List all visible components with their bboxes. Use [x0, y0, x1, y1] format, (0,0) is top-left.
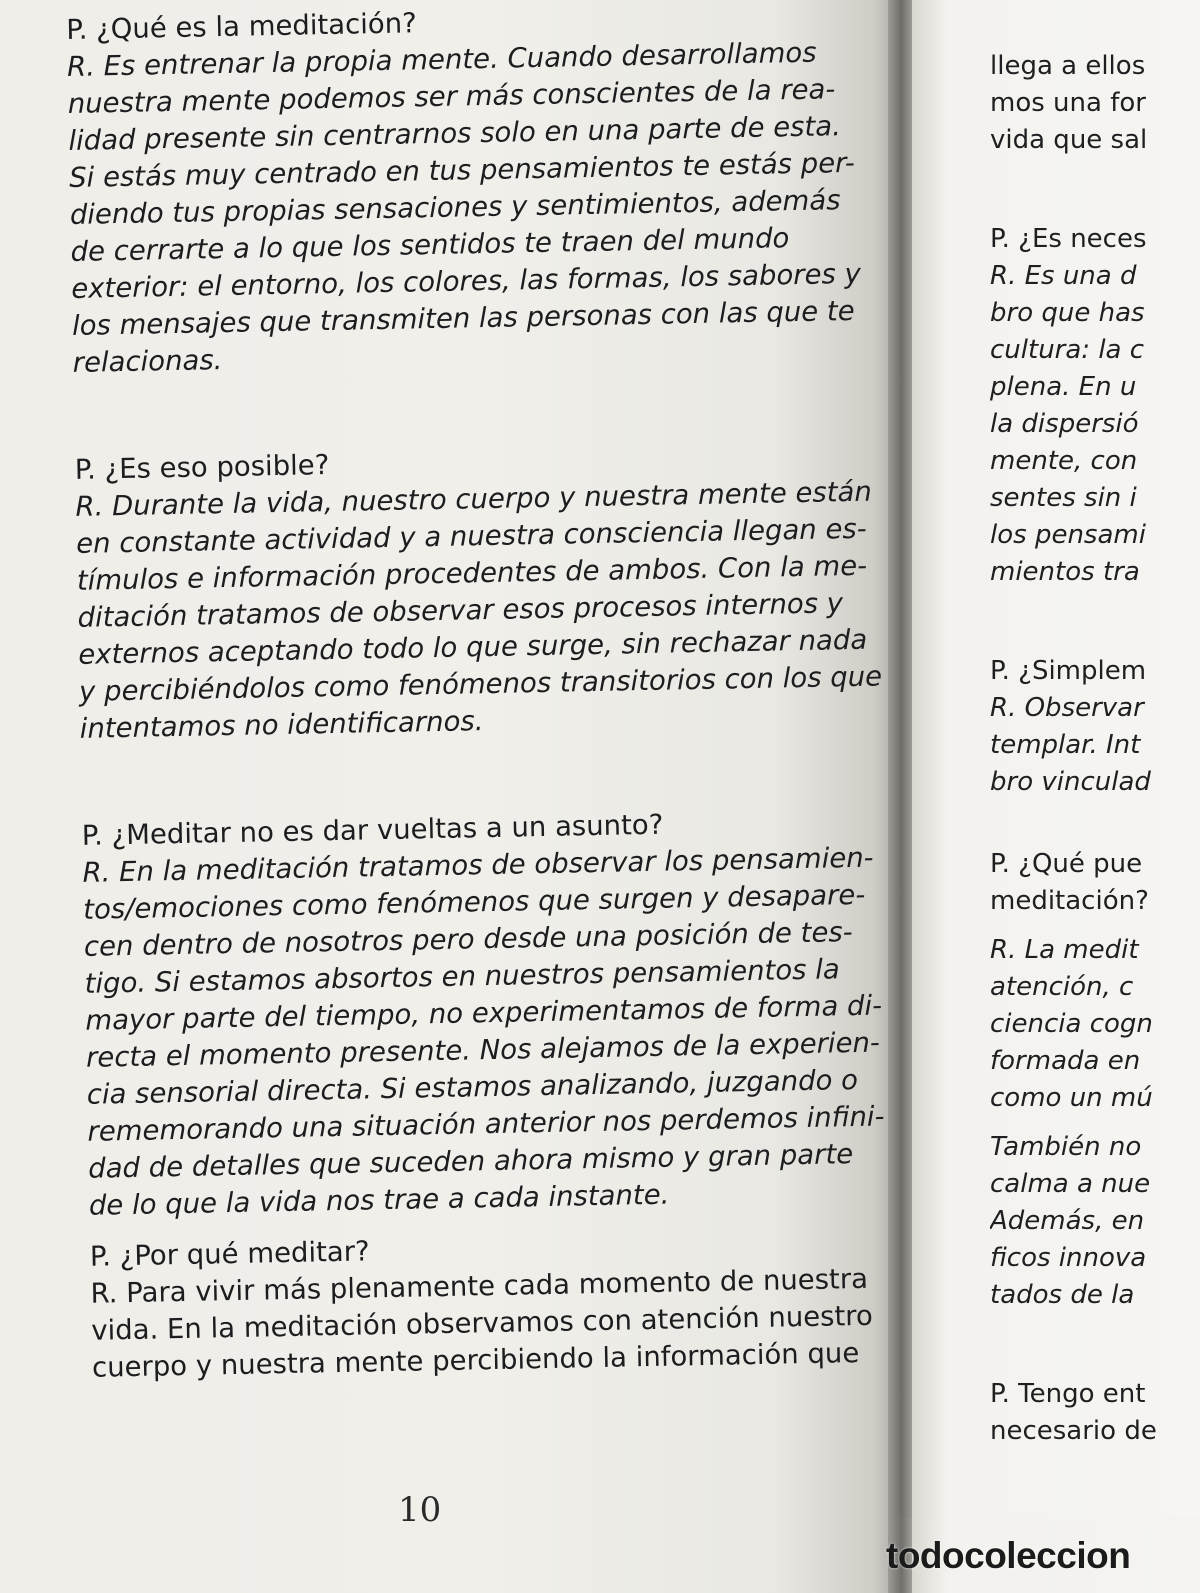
right-line: También no: [990, 1132, 1142, 1162]
right-line: mente, con: [990, 446, 1138, 476]
right-line: templar. Int: [990, 730, 1141, 760]
right-line: llega a ellos: [990, 51, 1146, 81]
right-line: ficos innova: [990, 1243, 1147, 1273]
answer-line: diendo tus propias sensaciones y sentimientos, además: [69, 184, 841, 231]
qa-block: [74, 436, 900, 748]
right-line: meditación?: [990, 886, 1149, 916]
answer-line: exterior: el entorno, los colores, las formas, los sabores y: [71, 257, 862, 305]
right-line: R. La medit: [990, 935, 1139, 965]
right-line: R. Es una d: [990, 261, 1137, 291]
watermark-text: todocoleccion: [886, 1534, 1131, 1576]
answer-line: externos aceptando todo lo que surge, sin rechazar nada: [78, 623, 868, 671]
answer-line: ditación tratamos de observar esos procesos internos y: [77, 587, 844, 634]
answer-line: tigo. Si estamos absortos en nuestros pensamientos la: [84, 953, 840, 1000]
answer-line: de lo que la vida nos trae a cada instante.: [88, 1178, 670, 1222]
answer-line: recta el momento presente. Nos alejamos de la experien-: [85, 1026, 881, 1074]
answer-line: dad de detalles que suceden ahora mismo y gran parte: [87, 1138, 854, 1185]
answer-line: tos/emociones como fenómenos que surgen y desapare-: [82, 878, 866, 926]
right-line: tados de la: [990, 1280, 1135, 1310]
watermark: [886, 1518, 1200, 1593]
right-line: necesario de: [990, 1416, 1157, 1446]
answer-line: Si estás muy centrado en tus pensamientos te estás per-: [68, 146, 856, 194]
qa-block: [81, 802, 909, 1225]
answer-line: lidad presente sin centrarnos solo en una parte de esta.: [68, 110, 842, 157]
question: P. ¿Es eso posible?: [74, 449, 330, 486]
answer-line: R. En la meditación tratamos de observar los pensamien-: [82, 841, 874, 889]
answer-line: cuerpo y nuestra mente percibiendo la información que: [91, 1337, 860, 1384]
right-line: P. Tengo ent: [990, 1379, 1146, 1409]
answer: [82, 839, 909, 1225]
answer-line: cen dentro de nosotros pero desde una posición de tes-: [83, 916, 853, 963]
answer-line: relacionas.: [72, 344, 223, 379]
answer-line: de cerrarte a lo que los sentidos te traen del mundo: [70, 222, 790, 268]
right-line: atención, c: [990, 972, 1134, 1002]
left-page-text: [66, 0, 912, 1387]
page-number: 10: [398, 1490, 442, 1530]
question: P. ¿Por qué meditar?: [89, 1235, 370, 1273]
qa-block: [66, 0, 893, 382]
right-line: R. Observar: [990, 693, 1144, 723]
answer-line: intentamos no identificarnos.: [79, 705, 484, 745]
right-line: P. ¿Qué pue: [990, 849, 1143, 879]
answer-line: R. Durante la vida, nuestro cuerpo y nuestra mente están: [75, 475, 873, 523]
question: P. ¿Qué es la meditación?: [66, 7, 417, 46]
question: P. ¿Meditar no es dar vueltas a un asunto?: [81, 808, 664, 852]
right-line: calma a nue: [990, 1169, 1151, 1199]
right-line: P. ¿Es neces: [990, 224, 1147, 254]
right-line: vida que sal: [990, 125, 1148, 155]
right-page-text: [990, 48, 1200, 1450]
right-line: los pensami: [990, 520, 1146, 550]
right-line: mientos tra: [990, 557, 1140, 587]
answer-line: tímulos e información procedentes de ambos. Con la me-: [76, 549, 868, 597]
answer-line: nuestra mente podemos ser más conscientes de la rea-: [67, 73, 836, 120]
right-line: sentes sin i: [990, 483, 1137, 513]
right-line: mos una for: [990, 88, 1146, 118]
qa-block: [90, 1223, 913, 1387]
answer-line: los mensajes que transmiten las personas con las que te: [71, 294, 855, 342]
right-line: ciencia cogn: [990, 1009, 1153, 1039]
answer-line: y percibiéndolos como fenómenos transitorios con los que: [78, 660, 883, 708]
answer-line: en constante actividad y a nuestra consciencia llegan es-: [75, 512, 867, 560]
answer: [90, 1260, 912, 1387]
answer: [67, 33, 893, 382]
answer-line: rememorando una situación anterior nos perdemos infini-: [87, 1100, 885, 1148]
right-line: cultura: la c: [990, 335, 1145, 365]
right-line: Además, en: [990, 1206, 1145, 1236]
answer-line: cia sensorial directa. Si estamos analizando, juzgando o: [86, 1063, 859, 1111]
answer-line: R. Para vivir más plenamente cada momento de nuestra: [90, 1262, 869, 1310]
answer-line: mayor parte del tiempo, no experimentamos de forma di-: [85, 989, 883, 1037]
right-line: la dispersió: [990, 409, 1139, 439]
right-line: formada en: [990, 1046, 1141, 1076]
right-line: bro que has: [990, 298, 1145, 328]
right-line: como un mú: [990, 1083, 1153, 1113]
right-line: bro vinculad: [990, 767, 1151, 797]
right-line: P. ¿Simplem: [990, 656, 1147, 686]
answer-line: R. Es entrenar la propia mente. Cuando desarrollamos: [66, 36, 817, 83]
answer-line: vida. En la meditación observamos con atención nuestro: [91, 1299, 874, 1347]
answer: [75, 473, 900, 748]
right-line: plena. En u: [990, 372, 1137, 402]
